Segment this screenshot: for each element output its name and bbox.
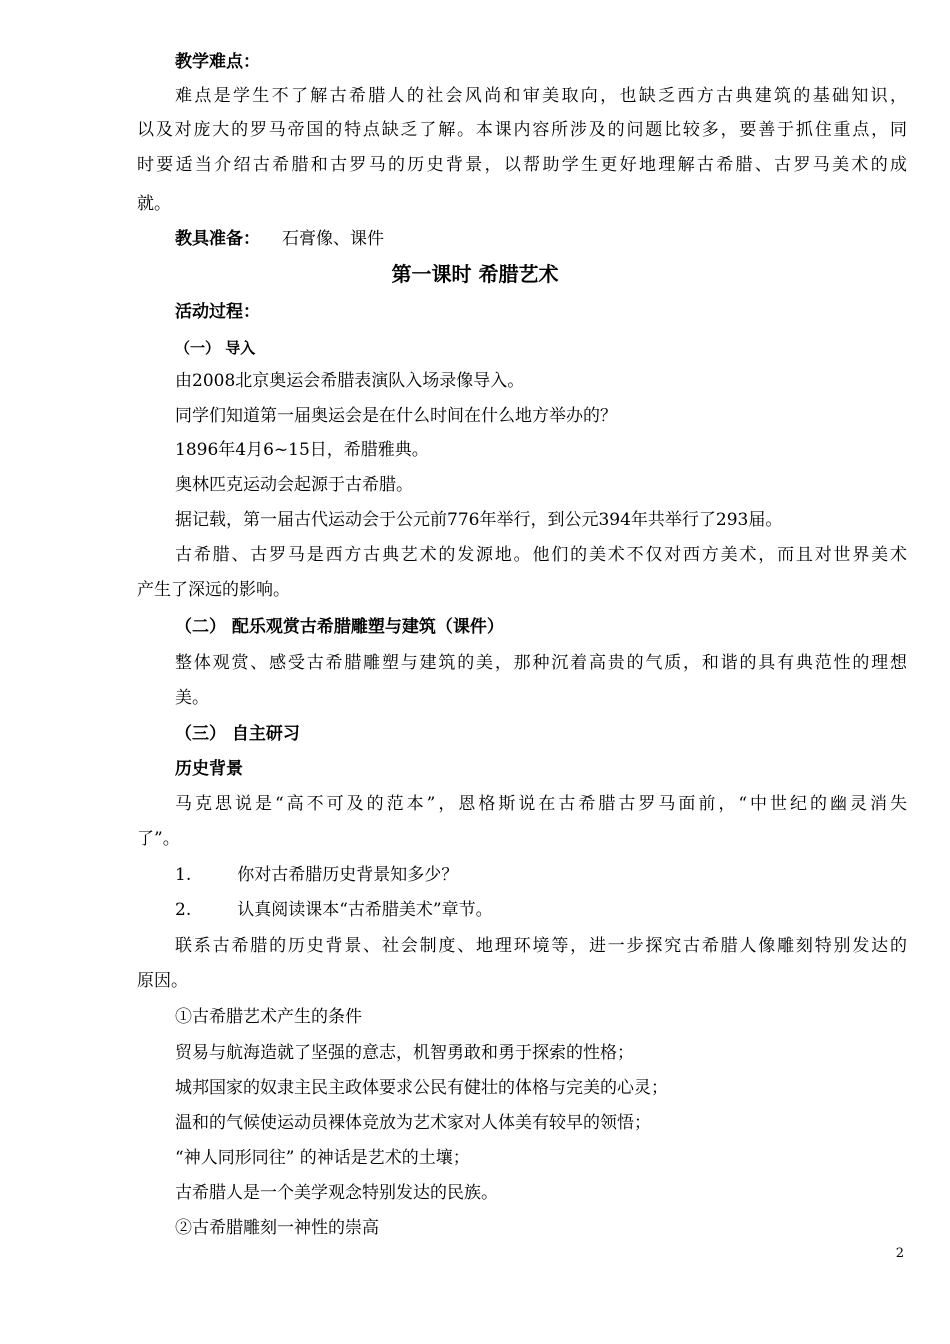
item-text: 认真阅读课本“古希腊美术”章节。 — [237, 900, 493, 920]
conditions-heading: ①古希腊艺术产生的条件 — [175, 1007, 362, 1027]
appreciation-line: 整体观赏、感受古希腊雕塑与建筑的美，那种沉着高贵的气质，和谐的具有典范性的理想 — [175, 653, 907, 673]
condition-line: 古希腊人是一个美学观念特别发达的民族。 — [175, 1183, 498, 1203]
section-heading-self-study: （三） 自主研习 — [175, 724, 300, 744]
condition-line: 贸易与航海造就了坚强的意志，机智勇敢和勇于探索的性格； — [175, 1043, 634, 1063]
tools-value: 石膏像、课件 — [282, 229, 384, 249]
intro-line: 奥林匹克运动会起源于古希腊。 — [175, 475, 413, 495]
quote-line: 马克思说是“高不可及的范本”，恩格斯说在古希腊古罗马面前，“中世纪的幽灵消失 — [175, 794, 907, 814]
section-heading-intro: （一） 导入 — [175, 339, 256, 357]
tools-row — [175, 227, 907, 251]
condition-line: 城邦国家的奴隶主民主政体要求公民有健壮的体格与完美的心灵； — [175, 1078, 668, 1098]
inquiry-line: 原因。 — [137, 971, 188, 991]
difficulty-heading: 教学难点： — [175, 52, 260, 72]
intro-line: 同学们知道第一届奥运会是在什么时间在什么地方举办的？ — [175, 406, 617, 426]
intro-line: 产生了深远的影响。 — [137, 580, 290, 600]
sculpture-heading: ②古希腊雕刻一神性的崇高 — [175, 1218, 379, 1238]
tools-label: 教具准备： — [175, 229, 260, 249]
condition-line: 温和的气候使运动员裸体竞放为艺术家对人体美有较早的领悟； — [175, 1113, 651, 1133]
intro-line: 古希腊、古罗马是西方古典艺术的发源地。他们的美术不仅对西方美术，而且对世界美术 — [175, 545, 907, 565]
difficulty-line: 就。 — [137, 194, 171, 214]
intro-line: 由2008北京奥运会希腊表演队入场录像导入。 — [175, 371, 525, 391]
inquiry-line: 联系古希腊的历史背景、社会制度、地理环境等，进一步探究古希腊人像雕刻特别发达的 — [175, 936, 907, 956]
intro-line: 1896年4月6~15日，希腊雅典。 — [175, 440, 429, 460]
item-text: 你对古希腊历史背景知多少？ — [237, 865, 459, 885]
numbered-item — [175, 898, 907, 922]
lesson-title: 第一课时 希腊艺术 — [391, 262, 559, 286]
item-number: 1. — [175, 865, 192, 885]
item-number: 2. — [175, 900, 192, 920]
difficulty-line: 以及对庞大的罗马帝国的特点缺乏了解。本课内容所涉及的问题比较多，要善于抓住重点，同 — [137, 120, 907, 140]
difficulty-line: 时要适当介绍古希腊和古罗马的历史背景，以帮助学生更好地理解古希腊、古罗马美术的成 — [137, 155, 907, 175]
intro-line: 据记载，第一届古代运动会于公元前776年举行，到公元394年共举行了293届。 — [175, 510, 783, 530]
appreciation-line: 美。 — [175, 688, 209, 708]
numbered-item — [175, 863, 907, 887]
section-heading-appreciation: （二） 配乐观赏古希腊雕塑与建筑（课件） — [175, 617, 504, 637]
quote-line: 了”。 — [137, 829, 180, 849]
condition-line: “神人同形同往” 的神话是艺术的土壤； — [175, 1148, 470, 1168]
history-subheading: 历史背景 — [175, 759, 243, 779]
activity-heading: 活动过程： — [175, 302, 260, 322]
difficulty-line: 难点是学生不了解古希腊人的社会风尚和审美取向，也缺乏西方古典建筑的基础知识， — [175, 86, 907, 106]
page-number: 2 — [895, 1246, 904, 1261]
